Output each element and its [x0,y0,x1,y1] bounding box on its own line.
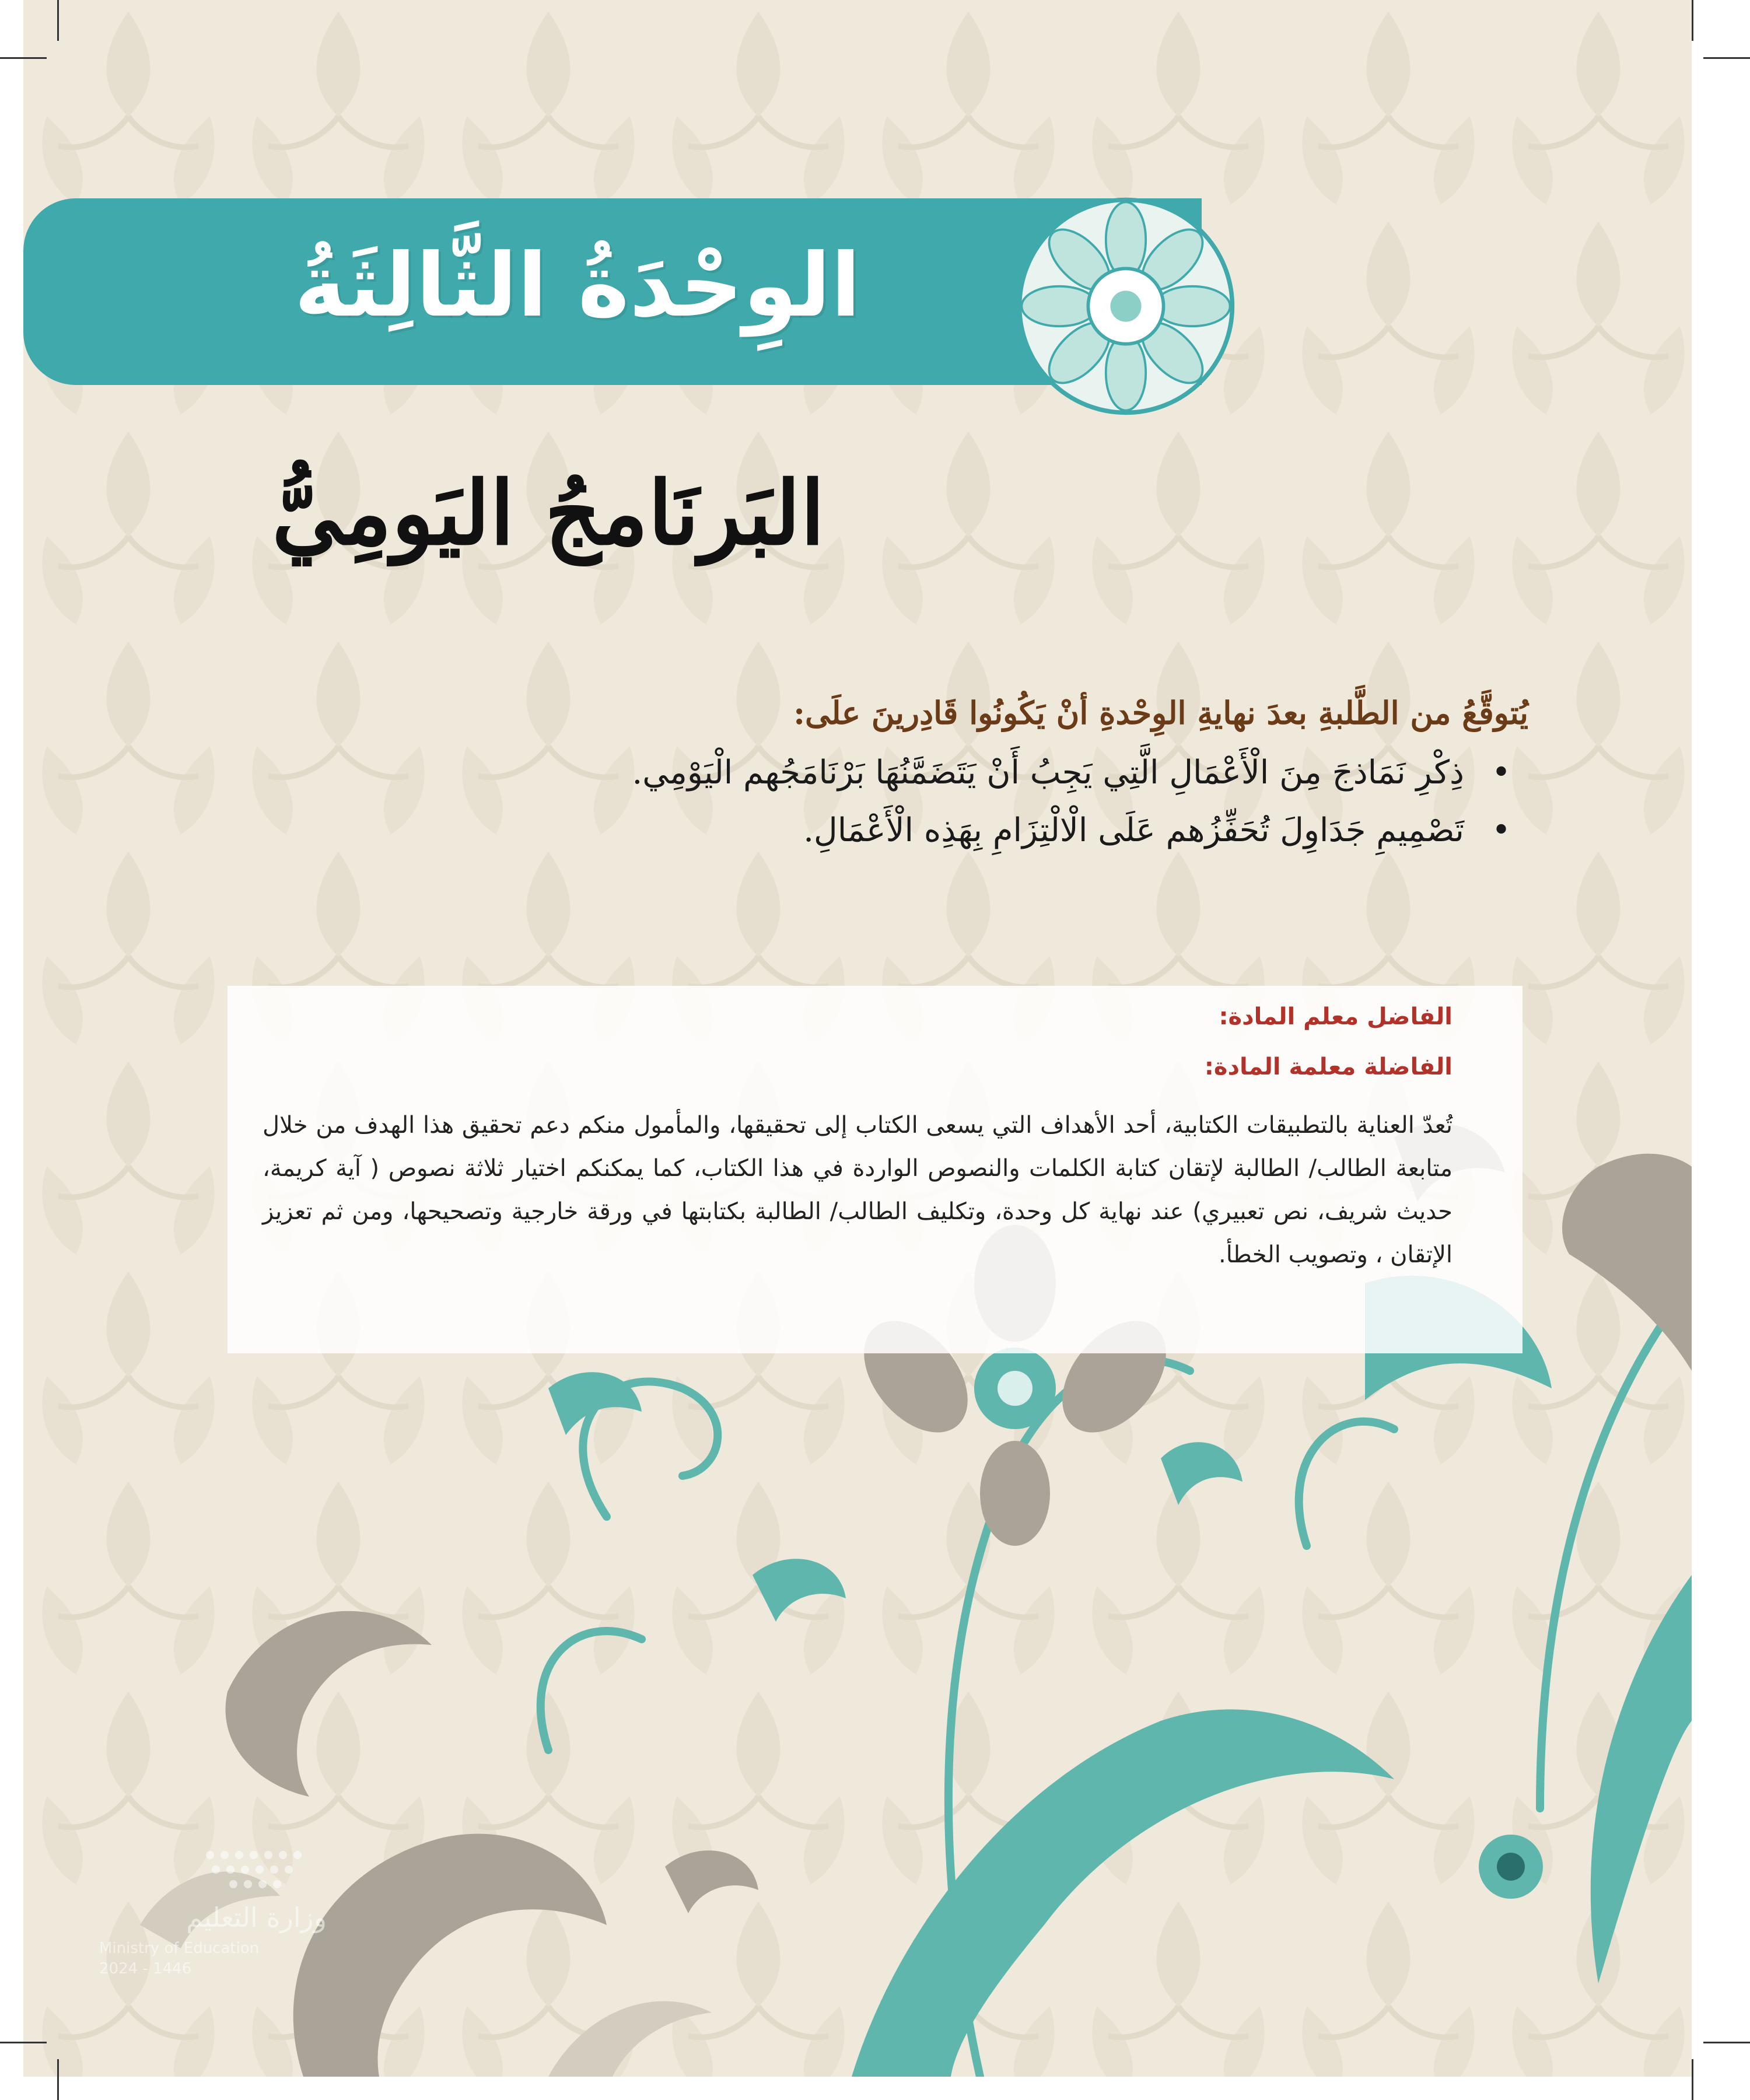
crop-mark [1692,0,1693,41]
objectives-intro: يُتوقَّعُ من الطَّلبةِ بعدَ نهايةِ الوِحْدةِ أنْ يَكُونُوا قَادِرينَ علَى: [793,694,1528,732]
ministry-name-ar: وزارة التعليم [186,1902,327,1933]
ministry-logo-icon [198,1843,315,1896]
crop-mark [0,2042,47,2043]
crop-mark [57,0,59,41]
teacher-note-body: تُعدّ العناية بالتطبيقات الكتابية، أحد الأهداف التي يسعى الكتاب إلى تحقيقها، والمأمول منكم دعم تحقيق هذا الهدف من خلال متابعة الطالب/ الطالبة لإتقان كتابة الكلمات والنصوص الواردة في هذا الكتاب، كما يمكنكم اختيار ثلاثة نصوص ( آية كريمة، حديث شريف، نص تعبيري) عند نهاية كل وحدة، وتكليف الطالب/ الطالبة بكتابتها في ورقة خارجية وتصحيحها، ومن ثم تعزيز الإتقان ، وتصويب الخطأ. [262,1112,1452,1268]
ministry-year: 2024 - 1446 [99,1960,192,1978]
crop-mark [0,57,47,59]
objective-text: ذِكْرِ نَمَاذجَ مِنَ الْأَعْمَالِ الَّتِي يَجِبُ أَنْ يَتَضَمَّنُهَا بَرْنَامَجُهم الْيَوْمِي. [632,754,1464,792]
objective-text: تَصْمِيمِ جَدَاوِلَ تُحَفِّزُهم عَلَى الْالْتِزَامِ بِهَذِه الْأَعْمَالِ. [803,811,1464,849]
teacher-heading-male: الفاضل معلم المادة: [1219,1003,1452,1030]
crop-mark [1692,2059,1693,2100]
teacher-note-box [228,986,1522,1353]
ministry-watermark [93,1843,327,1983]
crop-mark [57,2059,59,2100]
ministry-name-en: Ministry of Education [99,1940,260,1957]
book-page [23,0,1692,2077]
crop-mark [1703,2042,1750,2043]
bullet-icon: • [1491,811,1511,849]
crop-mark [1703,57,1750,59]
teacher-heading-female: الفاضلة معلمة المادة: [1204,1054,1452,1080]
bullet-icon: • [1491,754,1511,792]
lesson-title: البَرنَامجُ اليَومِيُّ [272,462,825,565]
unit-title: الوِحْدَةُ الثَّالِثَةُ [294,235,861,337]
